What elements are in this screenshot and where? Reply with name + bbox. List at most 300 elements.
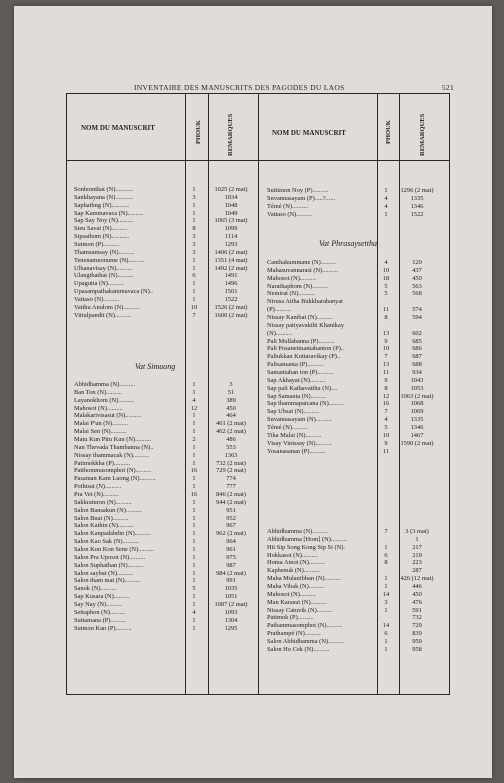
table-row	[267, 314, 449, 322]
manuscript-name: Samantaban ton (P)..........	[267, 369, 334, 377]
remarks: 774	[226, 475, 236, 483]
manuscript-name: Sutmon Kan (P)..........	[74, 624, 132, 632]
remarks: 1043	[410, 376, 424, 384]
manuscript-name: Sap Akhayat (N)..........	[267, 376, 326, 384]
manuscript-name: Mahosot (N)..........	[267, 274, 316, 282]
remarks: 3	[229, 381, 233, 388]
table-row	[74, 609, 258, 617]
phouk-count: 1	[192, 546, 196, 554]
right-list-3	[267, 528, 449, 654]
manuscript-name: Ulangthathat (N)..........	[74, 272, 134, 280]
table-row	[74, 515, 258, 523]
phouk-count: 4	[192, 608, 196, 616]
table-row	[267, 575, 449, 583]
table-row	[74, 288, 258, 296]
phouk-count: 5	[384, 282, 388, 290]
phouk-count: 6	[384, 630, 388, 638]
remarks: 967	[226, 522, 236, 530]
phouk-count: 2	[192, 436, 196, 444]
manuscript-name: Nemirat (N)..........	[267, 290, 315, 298]
table-row	[74, 444, 258, 452]
manuscript-name: Nissay patiyavakthi Khanikay	[267, 321, 345, 329]
phouk-count: 12	[190, 404, 198, 412]
table-row	[267, 361, 449, 369]
remarks: 437	[412, 266, 422, 274]
manuscript-name: Sap Say Noy (N)..........	[74, 217, 134, 225]
phouk-count: 9	[384, 439, 388, 447]
table-row	[267, 259, 449, 267]
remarks: 687	[412, 353, 422, 361]
manuscript-name: Upasampathakammavaca (N)..	[74, 288, 153, 296]
manuscript-name: Matu Kun Pitu Kun (N)..........	[74, 436, 152, 444]
table-row	[74, 257, 258, 265]
table-row	[74, 467, 258, 475]
table-row	[267, 369, 449, 377]
remarks: 1049	[224, 209, 238, 217]
remarks: 1363	[224, 451, 238, 459]
phouk-count: 1	[192, 381, 196, 388]
remarks: 591	[412, 606, 422, 614]
manuscript-name: Malakarivisasut (N)..........	[74, 412, 142, 420]
remarks: 732	[412, 614, 422, 622]
phouk-count: 4	[384, 194, 388, 202]
remarks: 952	[226, 514, 236, 522]
remarks: 553	[226, 443, 236, 451]
table-row	[267, 622, 449, 630]
table-row	[267, 275, 449, 283]
manuscript-name: Settaphon (N)..........	[74, 608, 127, 616]
manuscript-name: Sap Kammavaca (N)..........	[74, 209, 144, 217]
table-row	[74, 546, 258, 554]
table-row	[267, 283, 449, 291]
manuscript-name: Thamsumsay (N)..........	[74, 248, 135, 256]
remarks: 1406 (2 mat)	[214, 248, 248, 256]
running-header	[134, 83, 454, 93]
remarks: 1496	[224, 280, 238, 288]
remarks: 1293	[224, 241, 238, 249]
table-row	[267, 306, 449, 314]
manuscript-name: Sanok (N)..........	[74, 585, 117, 593]
manuscript-name: Sakkraturon (N)..........	[74, 498, 132, 506]
remarks: 1034	[224, 193, 238, 201]
phouk-count: 4	[192, 396, 196, 404]
table-row	[267, 646, 449, 654]
table-row	[267, 416, 449, 424]
manuscript-name: Nissay Kanibat (N)..........	[267, 314, 333, 322]
table-row	[74, 562, 258, 570]
phouk-count: 1	[384, 187, 388, 194]
manuscript-name: Sonhomthat (N)...........	[74, 186, 133, 193]
manuscript-name: Canthakummane (N)..........	[267, 259, 337, 266]
table-row	[267, 267, 449, 275]
phouk-count: 1	[192, 530, 196, 538]
phouk-count: 10	[382, 431, 390, 439]
remarks: 688	[412, 361, 422, 369]
table-row	[267, 544, 449, 552]
manuscript-name: Mahosot (N)..........	[74, 404, 123, 412]
table-row	[267, 432, 449, 440]
manuscript-name: Malai P'un (N)..........	[74, 420, 129, 428]
phouk-count: 5	[192, 585, 196, 593]
remarks: 1346	[410, 202, 424, 210]
remarks: 450	[412, 274, 422, 282]
manuscript-name: Nan Thevada Thambanna (N)..	[74, 443, 154, 451]
remarks: 846 (2 mat)	[216, 491, 246, 499]
manuscript-name: Abhidhamma [Hom] (N)..........	[267, 535, 347, 543]
manuscript-name: Nirusa Attha Bukkharabanyat	[267, 298, 343, 306]
phouk-count: 1	[192, 616, 196, 624]
manuscript-name: Salon Kathin (N)..........	[74, 522, 134, 530]
remarks: 450	[412, 590, 422, 598]
remarks: 1522	[410, 210, 424, 218]
table-row	[74, 312, 258, 320]
table-row	[267, 385, 449, 393]
page-number: 521	[441, 83, 454, 92]
remarks: 1335	[410, 416, 424, 424]
phouk-count: 1	[192, 459, 196, 467]
table-row	[267, 290, 449, 298]
manuscript-name: Narathaphom (N)..........	[267, 282, 329, 290]
section-heading-left: Vat Simuong	[135, 362, 176, 371]
remarks: 1492 (2 mat)	[214, 264, 248, 272]
phouk-count: 5	[384, 290, 388, 298]
phouk-count: 1	[192, 451, 196, 459]
manuscript-name: Mahosot (N)..........	[267, 590, 316, 598]
phouk-count: 1	[192, 296, 196, 304]
manuscript-name: Layanokhom (N)..........	[74, 396, 135, 404]
remarks: 1346	[410, 424, 424, 432]
phouk-count: 1	[192, 264, 196, 272]
phouk-count: 13	[382, 361, 390, 369]
phouk-count: 1	[192, 553, 196, 561]
remarks: 1051	[224, 593, 238, 601]
manuscript-name: Say Nay (N)..........	[74, 601, 123, 609]
manuscript-name: Patthommasomphot (N)..........	[74, 467, 152, 475]
table-row	[74, 554, 258, 562]
table-row	[74, 397, 258, 405]
manuscript-name: Témé (N)..........	[267, 202, 308, 210]
remarks: 1087 (2 mat)	[214, 601, 248, 609]
table-row	[267, 195, 449, 203]
remarks: 1295	[224, 624, 238, 632]
manuscript-name: Vattaso (N)..........	[74, 296, 120, 304]
remarks: 1501	[224, 288, 238, 296]
header-remarques-right: REMARQUES	[419, 113, 426, 156]
phouk-count: 1	[192, 288, 196, 296]
remarks: 729 (2 mat)	[216, 467, 246, 475]
remarks: 1	[415, 535, 419, 543]
phouk-count: 1	[192, 201, 196, 209]
table-row	[74, 296, 258, 304]
manuscript-name: Pra Vet (N)..........	[74, 491, 119, 499]
phouk-count: 8	[384, 559, 388, 567]
manuscript-name: Sutmon (P)..........	[74, 241, 120, 249]
phouk-count: 11	[382, 306, 390, 314]
remarks: 934	[412, 369, 422, 377]
manuscript-name: Pali Mullabanna (P)..........	[267, 337, 335, 345]
remarks: 217	[412, 543, 422, 551]
table-row	[74, 202, 258, 210]
manuscript-name: Salon saybat (N)..........	[74, 569, 133, 577]
table-row	[74, 601, 258, 609]
table-row	[74, 436, 258, 444]
remarks: 1114	[224, 233, 238, 241]
manuscript-name: Kaphenuk (N)..........	[267, 567, 320, 575]
remarks: 1065 (3 mat)	[214, 217, 248, 225]
phouk-count: 8	[192, 225, 196, 233]
phouk-count: 6	[192, 272, 196, 280]
manuscript-name: Salon Suphathan (N)..........	[74, 561, 144, 569]
column-rule	[258, 94, 259, 694]
remarks: 464	[226, 412, 236, 420]
header-name-right: NOM DU MANUSCRIT	[272, 129, 346, 137]
phouk-count: 1	[384, 210, 388, 218]
remarks: 958	[412, 645, 422, 653]
phouk-count: 16	[190, 467, 198, 475]
remarks: 984 (2 mat)	[216, 569, 246, 577]
header-remarques-left: REMARQUES	[227, 113, 234, 156]
table-row	[74, 280, 258, 288]
manuscript-name: Salon Buat (N)..........	[74, 514, 129, 522]
phouk-count: 12	[382, 392, 390, 400]
table-row	[267, 448, 449, 456]
manuscript-name: Vatthu Anulom (N)..........	[74, 303, 140, 311]
table-row	[74, 593, 258, 601]
remarks: 1296 (2 mat)	[400, 187, 434, 194]
remarks: 975	[226, 553, 236, 561]
manuscript-name: Salon tham mat (N)..........	[74, 577, 141, 585]
remarks: 950	[412, 638, 422, 646]
manuscript-name: Ban Ton (N)..........	[74, 388, 123, 396]
manuscript-name: Pathammasomphot (N)..........	[267, 622, 343, 630]
manuscript-name: Salon Kanpadabdin (N)..........	[74, 530, 151, 538]
table-row	[267, 322, 449, 330]
manuscript-name: Tenenamnonume (N)..........	[74, 256, 145, 264]
phouk-count: 10	[382, 345, 390, 353]
table-row	[267, 338, 449, 346]
remarks: 951	[226, 506, 236, 514]
remarks: 1053	[410, 384, 424, 392]
remarks: 1304	[224, 616, 238, 624]
phouk-count: 4	[384, 416, 388, 424]
manuscript-name: Vattaso (N)..........	[267, 210, 313, 218]
header-rule	[67, 160, 449, 161]
manuscript-name: Suvannasayam (P).....?......	[267, 194, 336, 202]
table-row	[267, 552, 449, 560]
remarks: 686	[412, 345, 422, 353]
remarks: 51	[227, 388, 235, 396]
manuscript-name: Vittulpandit (N)..........	[74, 311, 131, 319]
remarks: 987	[226, 561, 236, 569]
manuscript-name: Suttamana (P)..........	[74, 616, 127, 624]
manuscript-name: Salon Kao Sak (N)..........	[74, 538, 139, 546]
phouk-count: 1	[384, 583, 388, 591]
manuscript-name: Sankhayana (N)...........	[74, 193, 133, 201]
phouk-count: 1	[192, 217, 196, 225]
phouk-count: 1	[384, 575, 388, 583]
phouk-count: 7	[192, 311, 196, 319]
phouk-count: 1	[192, 428, 196, 436]
manuscript-name: Suvannasayam (N)..........	[267, 416, 332, 424]
remarks: 777	[226, 483, 236, 491]
remarks: 1522	[224, 296, 238, 304]
remarks: 461 (2 mat)	[216, 420, 246, 428]
phouk-count: 14	[382, 590, 390, 598]
table-row	[74, 249, 258, 257]
manuscript-name: Hit Sip Song Kong Sip Si (N).	[267, 543, 345, 551]
table-row	[74, 522, 258, 530]
phouk-count: 3	[384, 598, 388, 606]
table-row	[74, 570, 258, 578]
manuscript-name: Maha Vibak (N)..........	[267, 583, 325, 591]
table-row	[267, 377, 449, 385]
manuscript-name: Abhidhamma (N)..........	[267, 528, 329, 535]
left-list-1	[74, 186, 258, 320]
manuscript-name: Tika Malai (N)..........	[267, 431, 322, 439]
remarks: 962 (2 mat)	[216, 530, 246, 538]
table-row	[267, 638, 449, 646]
table-row	[74, 530, 258, 538]
table-row	[74, 452, 258, 460]
phouk-count: 1	[192, 256, 196, 264]
remarks: 563	[412, 282, 422, 290]
remarks: 1351 (4 mat)	[214, 256, 248, 264]
phouk-count: 1	[384, 543, 388, 551]
table-row	[74, 491, 258, 499]
table-row	[74, 577, 258, 585]
table-row	[74, 304, 258, 312]
manuscript-name: Sieu Savat (N)..........	[74, 225, 128, 233]
remarks: 1335	[410, 194, 424, 202]
manuscript-name: Nissay thammacak (N)..........	[74, 451, 149, 459]
table-row	[267, 203, 449, 211]
table-row	[267, 393, 449, 401]
manuscript-name: Sap Ubsat (N)..........	[267, 408, 320, 416]
table-row	[74, 507, 258, 515]
phouk-count: 1	[384, 645, 388, 653]
phouk-count: 1	[192, 388, 196, 396]
table-row	[267, 567, 449, 575]
table-row	[267, 536, 449, 544]
table-row	[267, 591, 449, 599]
remarks: 574	[412, 306, 422, 314]
section-heading-right: Vat Phrasaysettha	[319, 239, 377, 248]
table-row	[267, 424, 449, 432]
manuscript-name: Sap pali Kathavatthu (N)....	[267, 384, 338, 392]
table-row	[74, 405, 258, 413]
remarks: 1035	[224, 585, 238, 593]
table-row	[74, 217, 258, 225]
remarks: 964	[226, 538, 236, 546]
manuscript-name: Témé (N)..........	[267, 424, 308, 432]
remarks: 1025 (2 mat)	[214, 186, 248, 193]
manuscript-name: Saphathng (N)...........	[74, 201, 130, 209]
table-row	[74, 241, 258, 249]
phouk-count: 1	[192, 514, 196, 522]
phouk-count: 9	[384, 376, 388, 384]
manuscript-name: Salon Kon Kon Sene (N)..........	[74, 546, 155, 554]
phouk-count: 16	[382, 400, 390, 408]
phouk-count: 14	[382, 622, 390, 630]
phouk-count: 3	[192, 233, 196, 241]
phouk-count: 9	[384, 337, 388, 345]
table-row	[74, 412, 258, 420]
phouk-count: 1	[192, 498, 196, 506]
right-list-2	[267, 259, 449, 455]
remarks: 1063 (2 mat)	[400, 392, 434, 400]
manuscript-name: Salon Abhidhamma (N)..........	[267, 638, 345, 646]
remarks: 1069	[410, 408, 424, 416]
remarks: 120	[412, 259, 422, 266]
table-row	[74, 389, 258, 397]
table-row	[267, 187, 449, 195]
phouk-count: 1	[192, 538, 196, 546]
remarks: 1099	[224, 225, 238, 233]
phouk-count: 7	[384, 528, 388, 535]
manuscript-name: Patimok (P)..........	[267, 614, 314, 622]
running-title: INVENTAIRE DES MANUSCRITS DES PAGODES DU LAOS	[134, 83, 345, 92]
right-list-1	[267, 187, 449, 218]
manuscript-name: Yosanasanan (P)..........	[267, 447, 326, 455]
phouk-count: 4	[384, 202, 388, 210]
phouk-count: 3	[192, 248, 196, 256]
phouk-count: 1	[192, 280, 196, 288]
table-row	[74, 625, 258, 633]
table-row	[74, 420, 258, 428]
remarks: 476	[412, 598, 422, 606]
table-row	[74, 194, 258, 202]
phouk-count: 1	[192, 483, 196, 491]
remarks: 568	[412, 290, 422, 298]
remarks: 1491	[224, 272, 238, 280]
phouk-count: 3	[192, 193, 196, 201]
table-row	[267, 330, 449, 338]
phouk-count: 1	[192, 412, 196, 420]
manuscript-name: Prathampé (N)..........	[267, 630, 321, 638]
table-row	[267, 599, 449, 607]
remarks: 1048	[224, 201, 238, 209]
table-row	[74, 483, 258, 491]
remarks: 1526 (2 mat)	[214, 303, 248, 311]
phouk-count: 1	[192, 569, 196, 577]
manuscript-table	[66, 93, 450, 695]
phouk-count: 1	[192, 209, 196, 217]
manuscript-name: Sap thammapatcana (N)..........	[267, 400, 345, 408]
phouk-count: 1	[192, 577, 196, 585]
phouk-count: 8	[384, 384, 388, 392]
phouk-count: 7	[384, 353, 388, 361]
manuscript-name: Salon Bansakun (N)..........	[74, 506, 142, 514]
table-row	[267, 353, 449, 361]
phouk-count: 1	[192, 475, 196, 483]
manuscript-name: Pasaman Kam Luong (N)..........	[74, 475, 156, 483]
table-row	[267, 528, 449, 536]
table-row	[74, 265, 258, 273]
remarks: 602	[412, 329, 422, 337]
manuscript-name: Abhidhamma (N)..........	[74, 381, 136, 388]
manuscript-name: Salon Ho Cek (N)..........	[267, 645, 330, 653]
remarks: 1467	[410, 431, 424, 439]
remarks: 944 (2 mat)	[216, 498, 246, 506]
left-list-2	[74, 381, 258, 633]
remarks: 594	[412, 314, 422, 322]
table-row	[267, 400, 449, 408]
table-row	[74, 428, 258, 436]
table-row	[74, 499, 258, 507]
remarks: 287	[412, 567, 422, 575]
phouk-count: 1	[192, 593, 196, 601]
remarks: 729	[412, 622, 422, 630]
